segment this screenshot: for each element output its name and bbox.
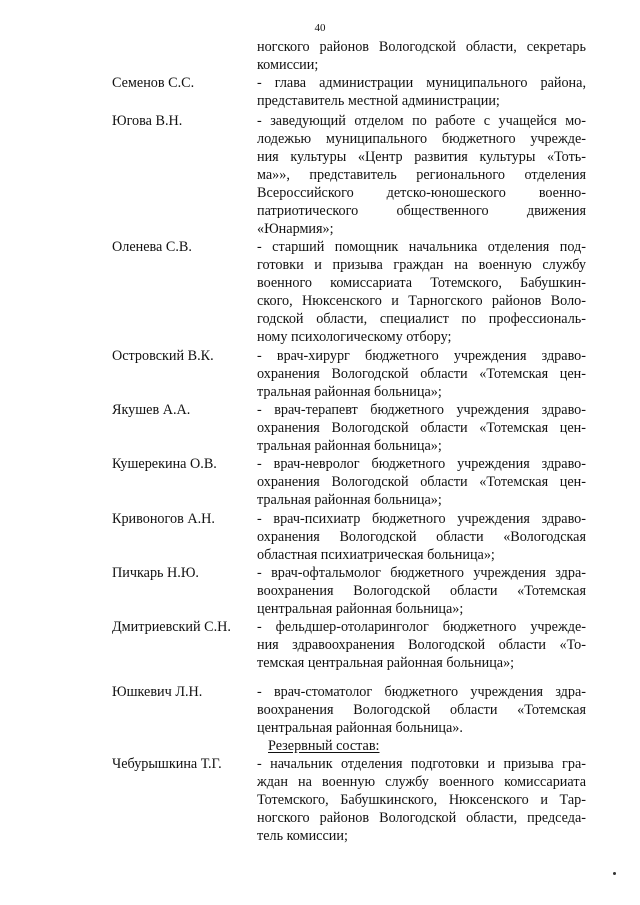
member-name: Пичкарь Н.Ю. — [112, 565, 199, 581]
roster-line — [0, 38, 640, 56]
roster-line — [0, 148, 640, 166]
member-role-text: центральная районная больница». — [257, 720, 463, 736]
roster-line — [0, 166, 640, 184]
roster-line — [0, 56, 640, 74]
roster-line — [0, 455, 640, 473]
member-role-text: Тотемского, Бабушкинского, Нюксенского и Тар- — [257, 792, 586, 808]
member-role-text: Всероссийского детско-юношеского военно- — [257, 185, 586, 201]
roster-line — [0, 347, 640, 365]
roster-line — [0, 310, 640, 328]
roster-line — [0, 401, 640, 419]
scan-speck — [613, 872, 616, 875]
member-role-text: воохранения Вологодской области «Тотемская — [257, 702, 586, 718]
member-role-text: готовки и призыва граждан на военную службу — [257, 257, 586, 273]
member-name: Семенов С.С. — [112, 75, 195, 91]
roster-line — [0, 328, 640, 346]
member-role-text: ния культуры «Центр развития культуры «Тоть- — [257, 149, 586, 165]
roster-line — [0, 130, 640, 148]
member-role-text: «Юнармия»; — [257, 221, 334, 237]
member-name: Югова В.Н. — [112, 113, 183, 129]
roster-line — [0, 528, 640, 546]
member-name: Кушерекина О.В. — [112, 456, 217, 472]
member-role-text: ма»», представитель регионального отделения — [257, 167, 586, 183]
member-role-text: - глава администрации муниципального района, — [257, 75, 586, 91]
member-role-text: - врач-невролог бюджетного учреждения здраво- — [257, 456, 586, 472]
member-role-text: областная психиатрическая больница»; — [257, 547, 495, 563]
member-role-text: охранения Вологодской области «Тотемская цен- — [257, 474, 586, 490]
roster-line — [0, 809, 640, 827]
member-role-text: охранения Вологодской области «Тотемская цен- — [257, 366, 586, 382]
roster-line — [0, 636, 640, 654]
member-role-text: - врач-стоматолог бюджетного учреждения здра- — [257, 684, 586, 700]
roster-line — [0, 202, 640, 220]
member-role-text: - врач-психиатр бюджетного учреждения здраво- — [257, 511, 586, 527]
roster-line — [0, 292, 640, 310]
member-role-text: ского, Нюксенского и Тарногского районов Воло- — [257, 293, 586, 309]
member-role-text: - заведующий отделом по работе с учащейся мо- — [257, 113, 586, 129]
roster-line — [0, 773, 640, 791]
member-name: Юшкевич Л.Н. — [112, 684, 203, 700]
member-role-text: - врач-хирург бюджетного учреждения здраво- — [257, 348, 586, 364]
member-role-text: охранения Вологодской области «Тотемская цен- — [257, 420, 586, 436]
member-name: Якушев А.А. — [112, 402, 191, 418]
reserve-heading-text: Резервный состав: — [268, 738, 380, 754]
member-role-text: ногского районов Вологодской области, председа- — [257, 810, 586, 826]
roster-line — [0, 510, 640, 528]
member-role-text: - врач-терапевт бюджетного учреждения здраво- — [257, 402, 586, 418]
roster-line — [0, 184, 640, 202]
roster-line — [0, 564, 640, 582]
roster-line — [0, 365, 640, 383]
roster-line — [0, 600, 640, 618]
roster-line — [0, 437, 640, 455]
member-role-text: ногского районов Вологодской области, секретарь — [257, 39, 586, 55]
member-role-text: годской области, специалист по профессиональ- — [257, 311, 586, 327]
member-role-text: тель комиссии; — [257, 828, 348, 844]
member-name: Чебурышкина Т.Г. — [112, 756, 222, 772]
member-name: Дмитриевский С.Н. — [112, 619, 231, 635]
member-role-text: тральная районная больница»; — [257, 384, 442, 400]
member-role-text: центральная районная больница»; — [257, 601, 464, 617]
member-role-text: представитель местной администрации; — [257, 93, 500, 109]
roster-line — [0, 92, 640, 110]
member-role-text: - старший помощник начальника отделения под- — [257, 239, 586, 255]
member-role-text: ному психологическому отбору; — [257, 329, 452, 345]
member-role-text: - врач-офтальмолог бюджетного учреждения здра- — [257, 565, 586, 581]
roster-line — [0, 755, 640, 773]
roster-line — [0, 419, 640, 437]
member-role-text: патриотического общественного движения — [257, 203, 586, 219]
roster-line — [0, 491, 640, 509]
member-role-text: военного комиссариата Тотемского, Бабушкин- — [257, 275, 586, 291]
member-name: Кривоногов А.Н. — [112, 511, 215, 527]
roster-line — [0, 582, 640, 600]
member-role-text: ждан на военную службу военного комиссариата — [257, 774, 586, 790]
roster-line — [0, 827, 640, 845]
member-role-text: лодежью муниципального бюджетного учрежде- — [257, 131, 586, 147]
member-role-text: - фельдшер-отоларинголог бюджетного учрежде- — [257, 619, 586, 635]
member-role-text: ния здравоохранения Вологодской области «То- — [257, 637, 586, 653]
reserve-section-heading — [0, 737, 640, 755]
roster-line — [0, 274, 640, 292]
roster-line — [0, 74, 640, 92]
roster-line — [0, 220, 640, 238]
member-name: Островский В.К. — [112, 348, 214, 364]
member-role-text: - начальник отделения подготовки и призыва гра- — [257, 756, 586, 772]
roster-line — [0, 618, 640, 636]
roster-line — [0, 654, 640, 672]
page-number: 40 — [314, 22, 326, 34]
roster-line — [0, 112, 640, 130]
member-role-text: комиссии; — [257, 57, 319, 73]
member-role-text: тральная районная больница»; — [257, 438, 442, 454]
member-role-text: темская центральная районная больница»; — [257, 655, 515, 671]
roster-line — [0, 238, 640, 256]
roster-line — [0, 256, 640, 274]
member-role-text: охранения Вологодской области «Вологодская — [257, 529, 586, 545]
member-name: Оленева С.В. — [112, 239, 192, 255]
roster-line — [0, 683, 640, 701]
roster-line — [0, 701, 640, 719]
roster-line — [0, 473, 640, 491]
roster-line — [0, 791, 640, 809]
member-role-text: воохранения Вологодской области «Тотемская — [257, 583, 586, 599]
roster-line — [0, 719, 640, 737]
roster-line — [0, 383, 640, 401]
roster-line — [0, 546, 640, 564]
member-role-text: тральная районная больница»; — [257, 492, 442, 508]
